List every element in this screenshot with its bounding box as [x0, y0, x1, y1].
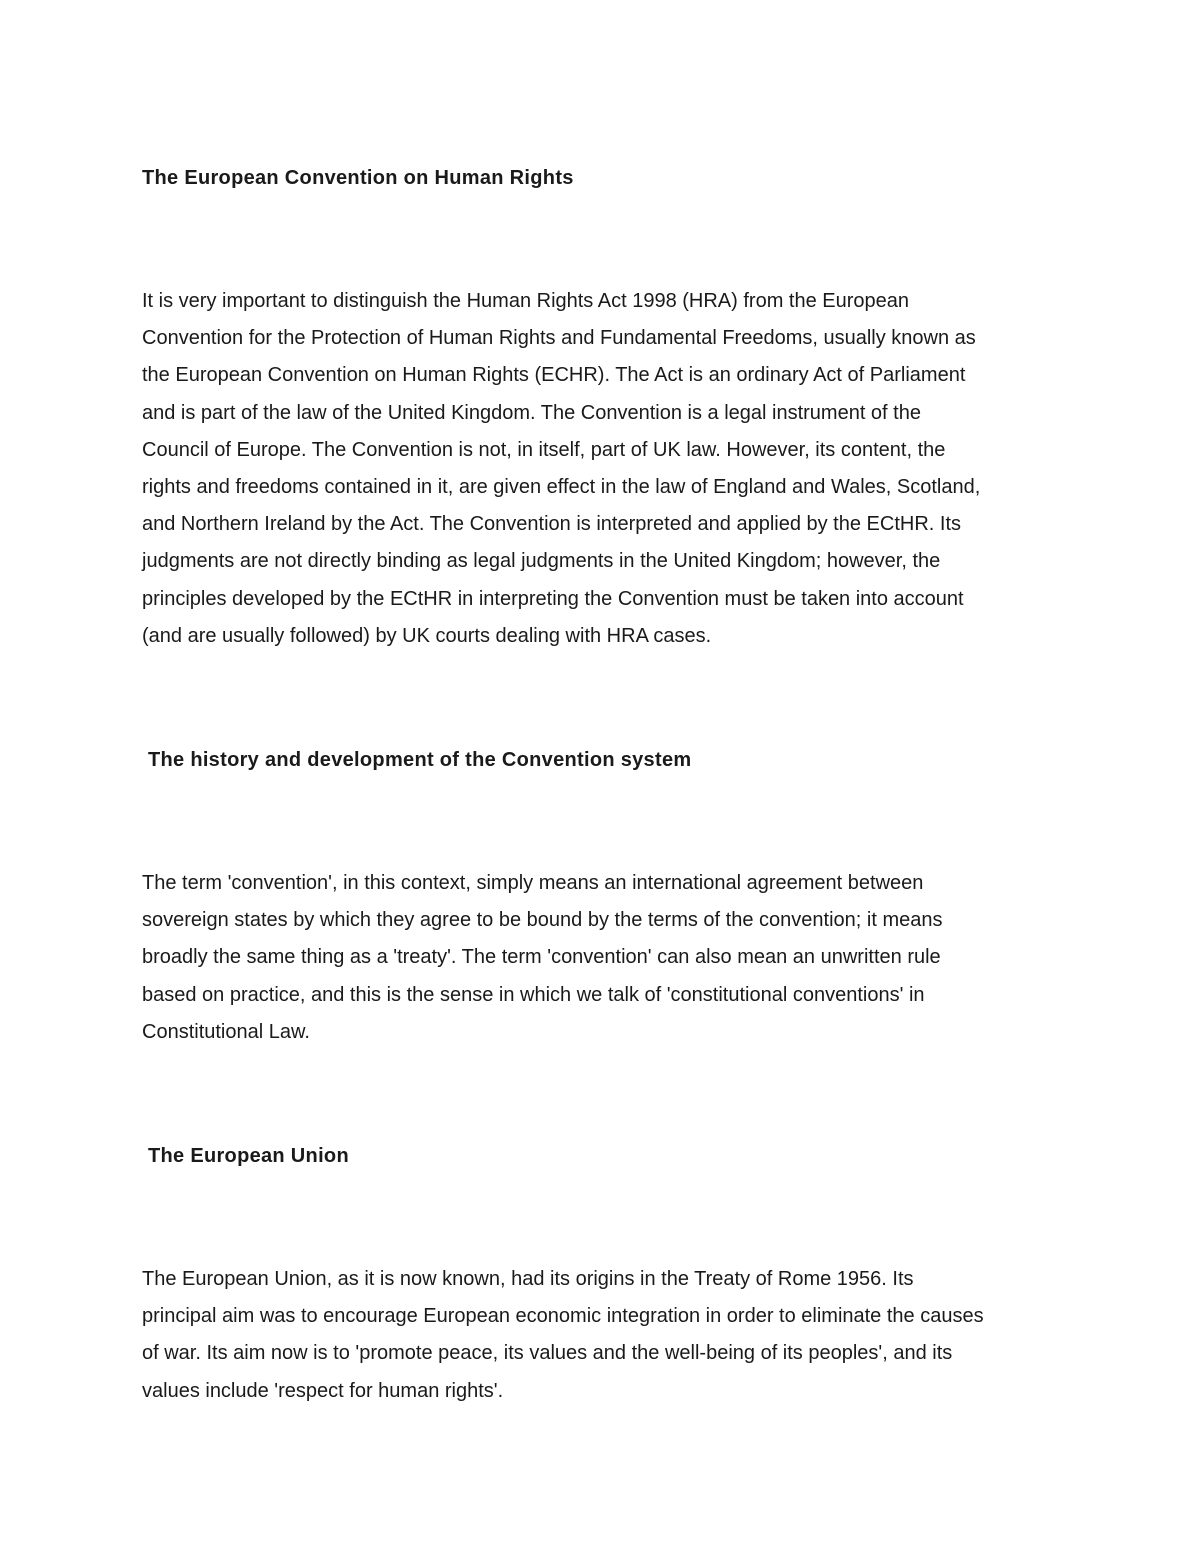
section-heading-eu: The European Union	[148, 1145, 349, 1167]
paragraph-line: the European Convention on Human Rights (ECHR). The Act is an ordinary Act of Parliament	[142, 364, 966, 387]
paragraph-line: of war. Its aim now is to 'promote peace, its values and the well-being of its peoples', and its	[142, 1342, 953, 1365]
paragraph-line: The term 'convention', in this context, simply means an international agreement between	[142, 872, 924, 894]
paragraph-line: judgments are not directly binding as legal judgments in the United Kingdom; however, the	[142, 550, 941, 573]
paragraph-history	[142, 865, 1077, 1051]
paragraph-line: and is part of the law of the United Kingdom. The Convention is a legal instrument of the	[142, 401, 921, 424]
section-heading-echr: The European Convention on Human Rights	[142, 167, 574, 189]
paragraph-line: principal aim was to encourage European economic integration in order to eliminate the causes	[142, 1305, 984, 1328]
section-heading-history: The history and development of the Convention system	[148, 749, 692, 771]
paragraph-line: values include 'respect for human rights'.	[142, 1379, 504, 1402]
paragraph-line: Council of Europe. The Convention is not, in itself, part of UK law. However, its content, the	[142, 438, 946, 461]
paragraph-line: sovereign states by which they agree to be bound by the terms of the convention; it means	[142, 909, 943, 932]
paragraph-line: based on practice, and this is the sense in which we talk of 'constitutional conventions' in	[142, 983, 925, 1006]
paragraph-echr	[142, 283, 1077, 655]
paragraph-line: The European Union, as it is now known, had its origins in the Treaty of Rome 1956. Its	[142, 1268, 914, 1290]
paragraph-line: broadly the same thing as a 'treaty'. The term 'convention' can also mean an unwritten rule	[142, 946, 941, 969]
paragraph-line: rights and freedoms contained in it, are given effect in the law of England and Wales, Scotland,	[142, 476, 981, 499]
paragraph-line: (and are usually followed) by UK courts dealing with HRA cases.	[142, 624, 712, 647]
paragraph-line: It is very important to distinguish the Human Rights Act 1998 (HRA) from the European	[142, 290, 910, 312]
paragraph-line: Constitutional Law.	[142, 1020, 310, 1043]
paragraph-line: and Northern Ireland by the Act. The Convention is interpreted and applied by the ECtHR. Its	[142, 513, 961, 536]
paragraph-line: Convention for the Protection of Human Rights and Fundamental Freedoms, usually known as	[142, 327, 976, 350]
paragraph-eu	[142, 1261, 1077, 1410]
paragraph-line: principles developed by the ECtHR in interpreting the Convention must be taken into account	[142, 587, 964, 610]
